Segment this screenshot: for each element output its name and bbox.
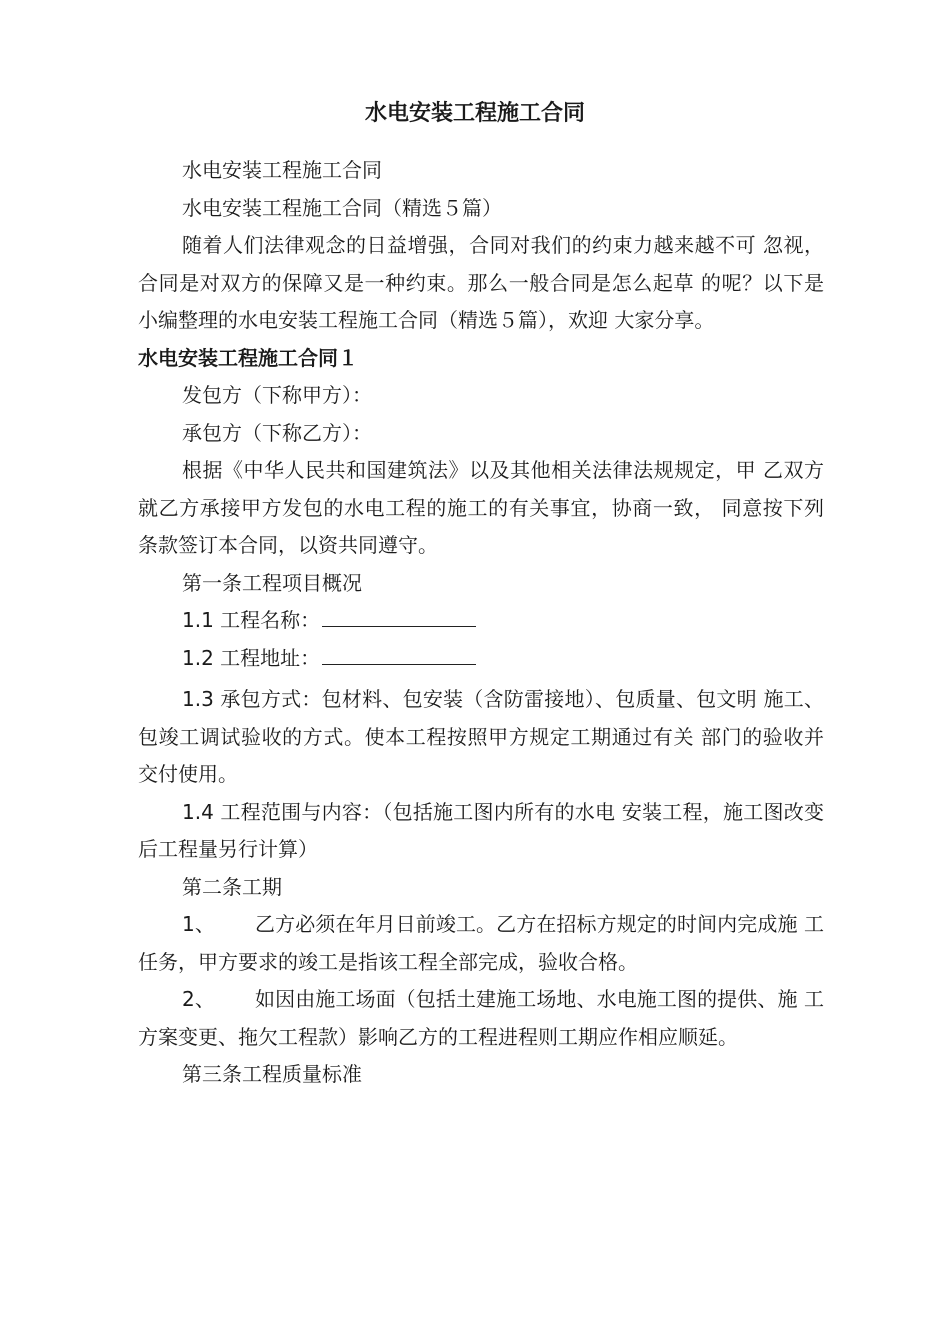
article-2-title: 第二条工期 — [182, 874, 282, 899]
party-b-line: 承包方（下称乙方）： — [182, 420, 372, 445]
document-title: 水电安装工程施工合同 — [364, 101, 585, 126]
item-1-2 — [138, 640, 824, 678]
item-1-4: 1.4 工程范围与内容：（包括施工图内所有的水电 安装工程，施工图改变后工程量另行计算） — [138, 799, 824, 861]
subtitle-line-2: 水电安装工程施工合同（精选５篇） — [182, 195, 502, 220]
item-1-3: 1.3 承包方式：包材料、包安装（含防雷接地）、包质量、包文明 施工、包竣工调试验收的方式。使本工程按照甲方规定工期通过有关 部门的验收并交付使用。 — [138, 687, 824, 786]
article-2-item-2 — [138, 981, 824, 1056]
article-2-item-2-number: 2、 — [182, 987, 215, 1011]
document-body — [138, 152, 824, 1094]
item-1-2-label: 1.2 工程地址： — [182, 645, 321, 670]
party-a-line: 发包方（下称甲方）： — [182, 383, 372, 407]
article-2-item-1-text: 乙方必须在年月日前竣工。乙方在招标方规定的时间内完成施 工任务，甲方要求的竣工是指该工程全部完成，验收合格。 — [138, 912, 824, 974]
article-3-title: 第三条工程质量标准 — [182, 1062, 362, 1086]
basis-paragraph: 根据《中华人民共和国建筑法》以及其他相关法律法规规定，甲 乙双方就乙方承接甲方发包的水电工程的施工的有关事宜，协商一致， 同意按下列条款签订本合同，以资共同遵守。 — [138, 458, 824, 557]
article-2-item-1-number: 1、 — [182, 912, 215, 936]
item-1-1-label: 1.1 工程名称： — [182, 608, 321, 632]
item-1-1 — [138, 602, 824, 640]
project-address-blank — [322, 663, 476, 665]
subtitle-line-1: 水电安装工程施工合同 — [182, 158, 382, 182]
project-name-blank — [322, 625, 476, 627]
section-heading-1: 水电安装工程施工合同１ — [138, 345, 358, 370]
article-2-item-2-text: 如因由施工场面（包括土建施工场地、水电施工图的提供、施 工方案变更、拖欠工程款）影响乙方的工程进程则工期应作相应顺延。 — [138, 987, 824, 1049]
article-1-title: 第一条工程项目概况 — [182, 570, 362, 595]
article-2-item-1 — [138, 906, 824, 981]
intro-paragraph: 随着人们法律观念的日益增强，合同对我们的约束力越来越不可 忽视，合同是对双方的保障又是一种约束。那么一般合同是怎么起草 的呢？以下是小编整理的水电安装工程施工合同（精选５篇），欢迎 大家分享。 — [138, 233, 824, 332]
